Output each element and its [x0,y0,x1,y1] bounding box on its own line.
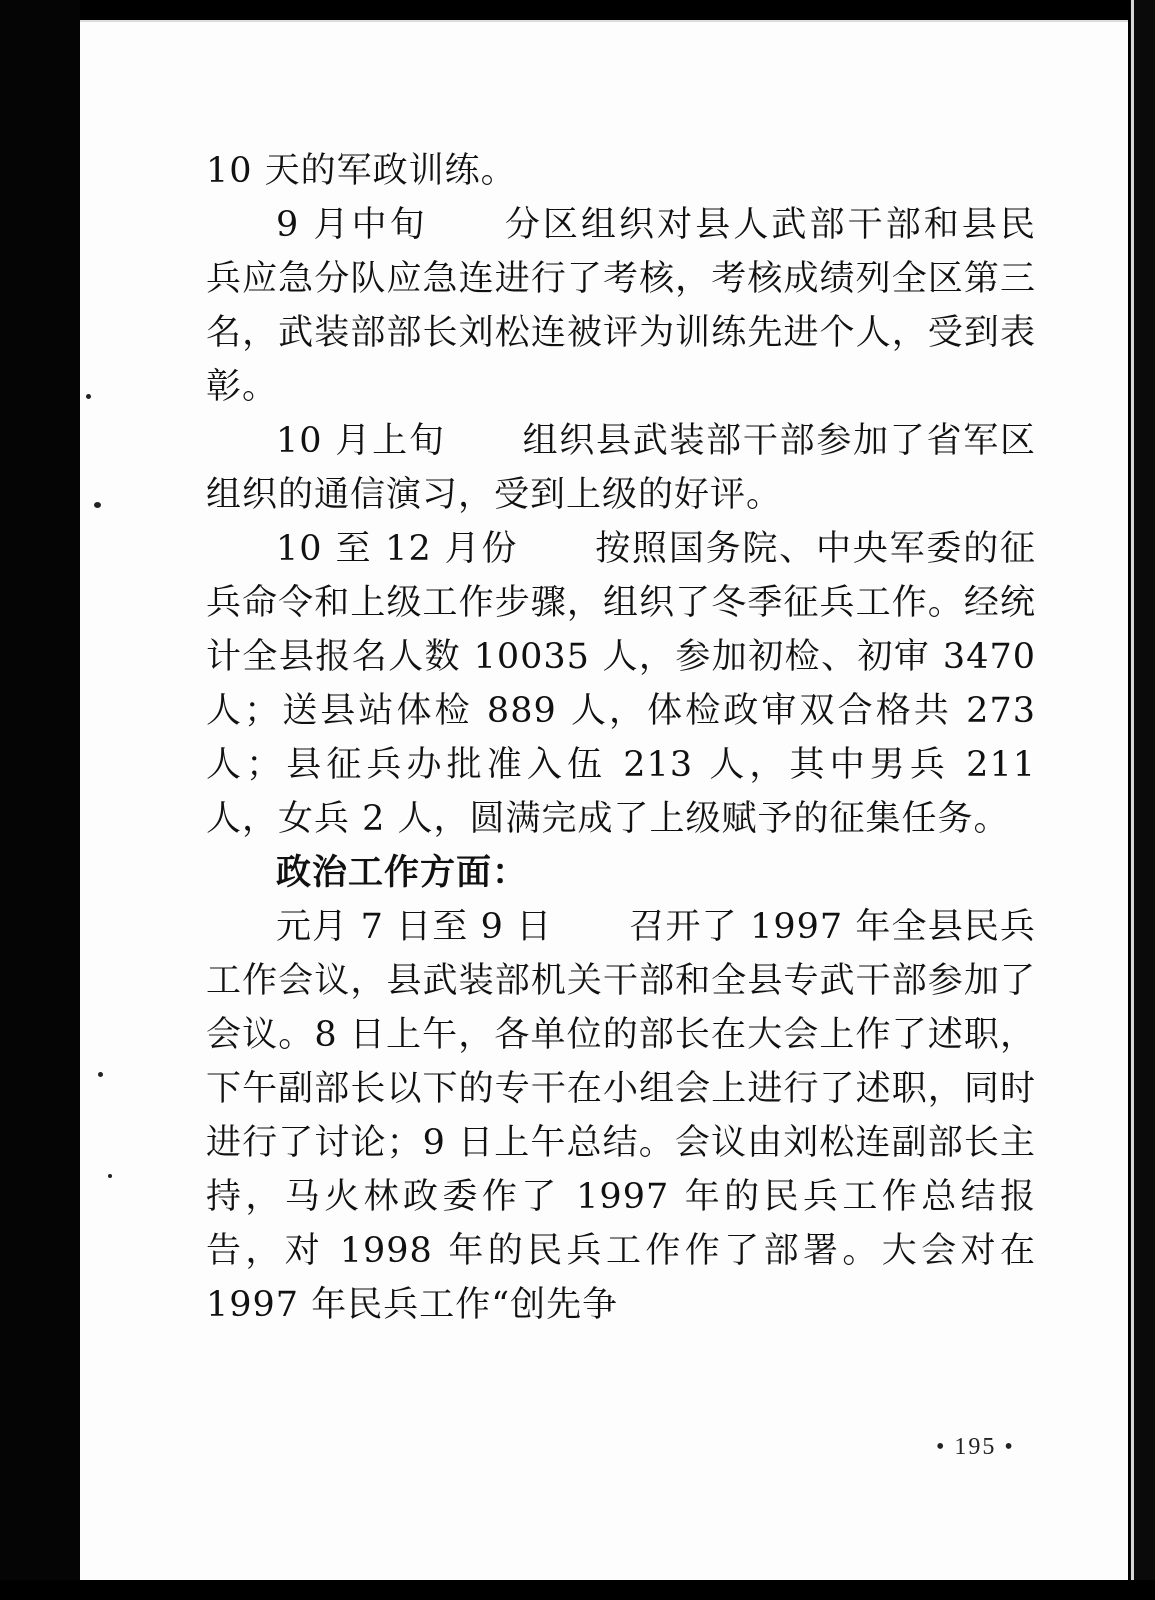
scan-border-left [0,0,80,1600]
entry-date: 10 至 12 月份 [276,529,519,569]
section-heading: 政治工作方面： [276,853,529,893]
scan-speck [108,1174,112,1178]
entry-date: 9 月中旬 [276,205,428,245]
paragraph-text: 10 天的军政训练。 [206,151,517,191]
scan-edge-highlight [1131,0,1134,1600]
entry-text: 组织县武装部干部参加了省军区组织的通信演习，受到上级的好评。 [206,421,1036,515]
paragraph-entry [206,198,1036,414]
paragraph-entry [206,900,1036,1332]
paragraph-entry [206,414,1036,522]
entry-text: 按照国务院、中央军委的征兵命令和上级工作步骤，组织了冬季征兵工作。经统计全县报名人数 10035 人，参加初检、初审 3470 人；送县站体检 889 人，体检政审双合格共 273 人；县征兵办批准入伍 213 人，其中男兵 211 人，女兵 2 人，圆满完成了上级赋予的征集任务。 [206,529,1036,839]
page-number: • 195 • [936,1434,1015,1460]
scan-border-bottom [0,1580,1155,1600]
page-body [206,144,1036,1332]
document-page [80,20,1128,1582]
entry-date: 元月 7 日至 9 日 [276,907,553,947]
scan-speck [86,394,91,399]
scan-speck [94,502,101,508]
scan-speck [98,1072,103,1077]
entry-date: 10 月上旬 [276,421,446,461]
entry-text: 分区组织对县人武部干部和县民兵应急分队应急连进行了考核，考核成绩列全区第三名，武装部部长刘松连被评为训练先进个人，受到表彰。 [206,205,1036,407]
entry-text: 召开了 1997 年全县民兵工作会议，县武装部机关干部和全县专武干部参加了会议。8 日上午，各单位的部长在大会上作了述职，下午副部长以下的专干在小组会上进行了述职，同时进行了讨论；9 日上午总结。会议由刘松连副部长主持，马火林政委作了 1997 年的民兵工作总结报告，对 1998 年的民兵工作作了部署。大会对在 1997 年民兵工作“创先争 [206,907,1036,1325]
paragraph-entry [206,522,1036,846]
paragraph-continuation [206,144,1036,198]
